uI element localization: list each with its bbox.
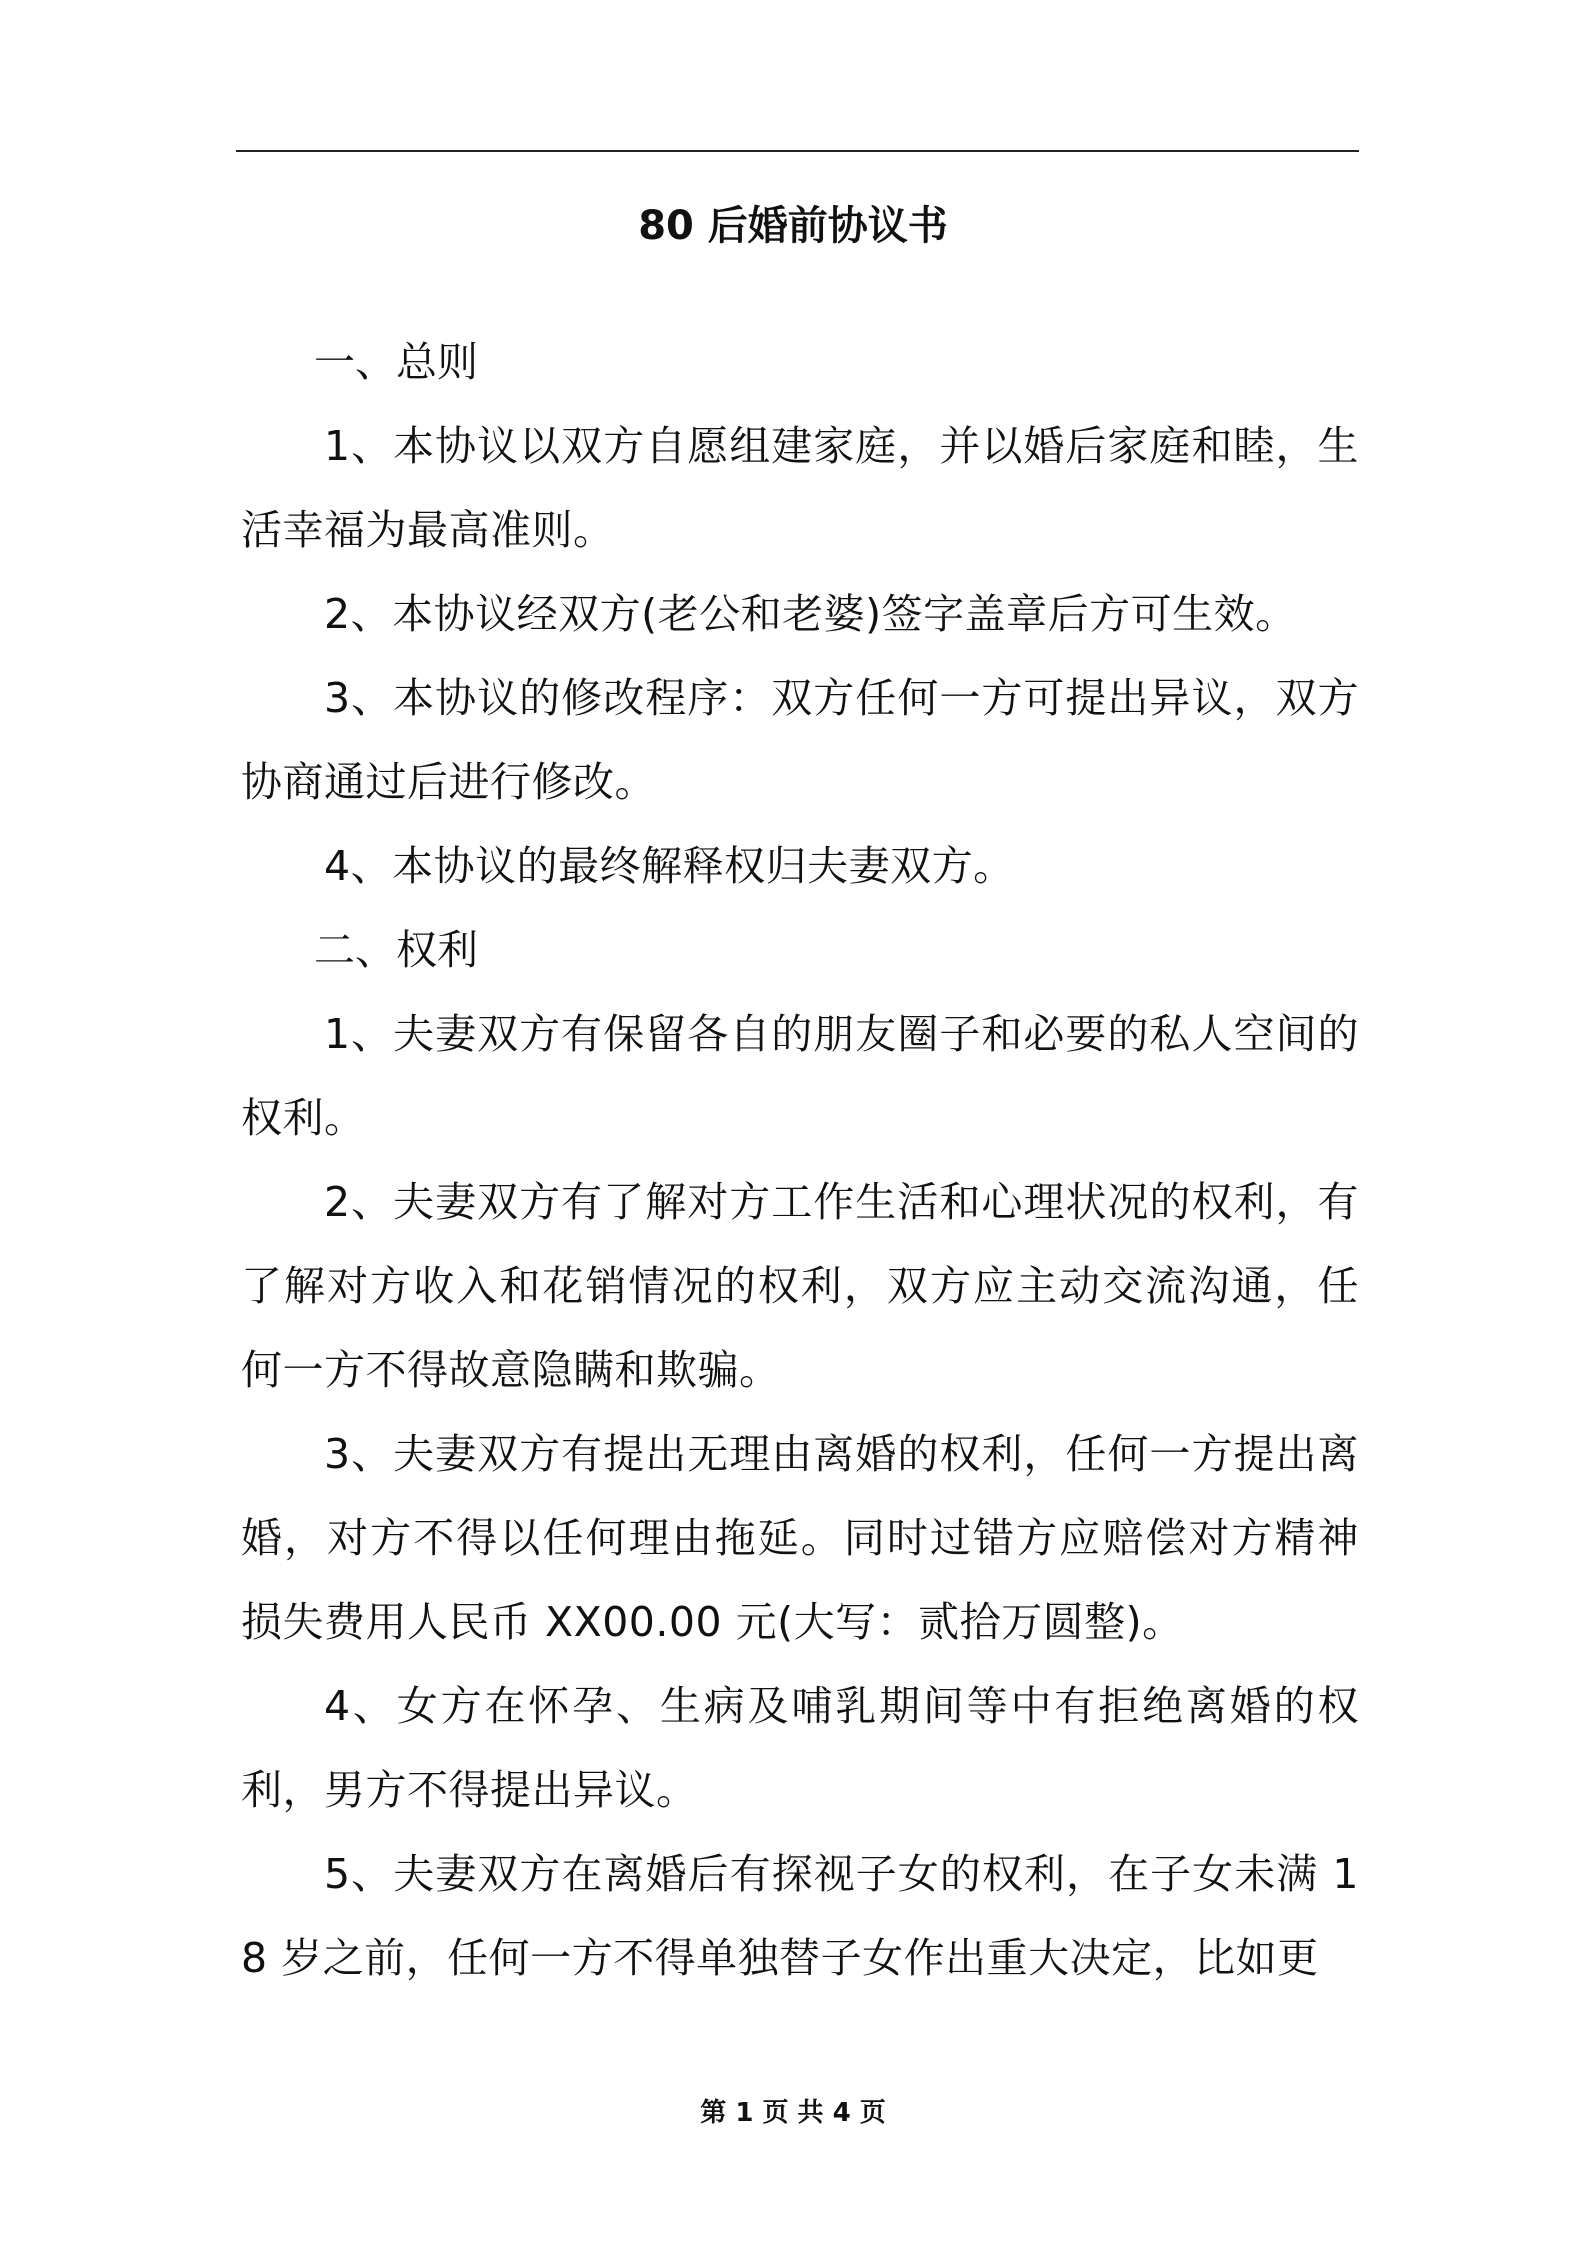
clause-rights-3: 3、夫妻双方有提出无理由离婚的权利，任何一方提出离婚，对方不得以任何理由拖延。同时过错方应赔偿对方精神损失费用人民币 XX00.00 元(大写：贰拾万圆整)。 <box>241 1430 1359 1646</box>
clause-rights-5: 5、夫妻双方在离婚后有探视子女的权利，在子女未满 18 岁之前，任何一方不得单独替子女作出重大决定，比如更 <box>241 1850 1359 1982</box>
clause-general-2: 2、本协议经双方(老公和老婆)签字盖章后方可生效。 <box>324 590 1297 638</box>
section-heading-general: 一、总则 <box>314 338 478 386</box>
document-body <box>241 320 1359 2000</box>
section-heading-rights: 二、权利 <box>314 926 478 974</box>
document-title: 80 后婚前协议书 <box>638 203 948 249</box>
clause-rights-1: 1、夫妻双方有保留各自的朋友圈子和必要的私人空间的权利。 <box>241 1010 1359 1142</box>
clause-rights-2: 2、夫妻双方有了解对方工作生活和心理状况的权利，有了解对方收入和花销情况的权利，双方应主动交流沟通，任何一方不得故意隐瞒和欺骗。 <box>241 1178 1359 1394</box>
clause-rights-4: 4、女方在怀孕、生病及哺乳期间等中有拒绝离婚的权利，男方不得提出异议。 <box>241 1682 1359 1814</box>
clause-general-4: 4、本协议的最终解释权归夫妻双方。 <box>324 842 1015 890</box>
page-number-footer: 第 1 页 共 4 页 <box>700 2098 886 2128</box>
clause-general-3: 3、本协议的修改程序：双方任何一方可提出异议，双方协商通过后进行修改。 <box>241 674 1359 806</box>
clause-general-1: 1、本协议以双方自愿组建家庭，并以婚后家庭和睦，生活幸福为最高准则。 <box>241 422 1359 554</box>
header-rule <box>236 150 1359 152</box>
